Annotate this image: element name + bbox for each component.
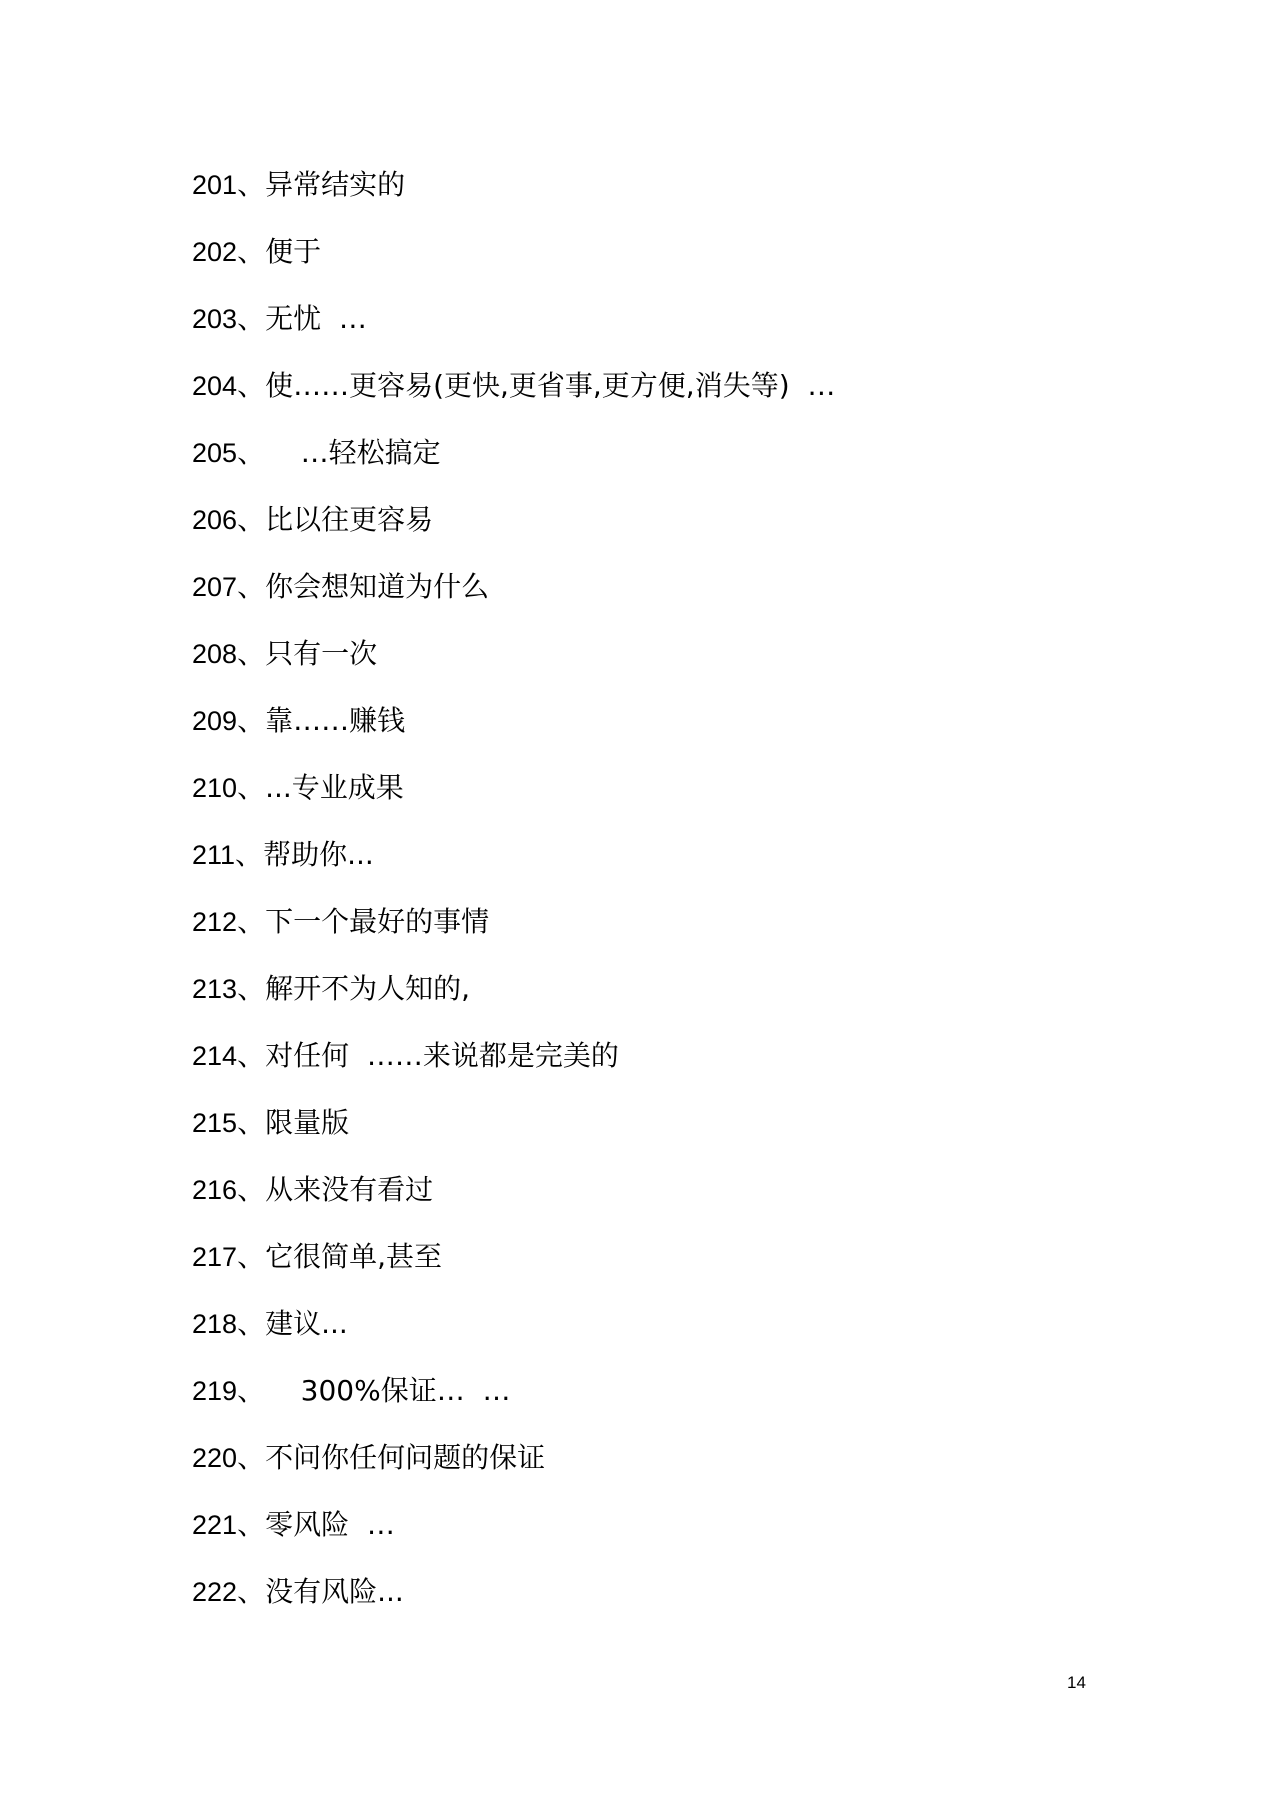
item-separator: 、: [237, 168, 266, 201]
item-number: 220: [192, 1443, 238, 1473]
item-separator: 、: [237, 570, 266, 603]
item-text: 零风险 …: [265, 1508, 395, 1541]
list-item: [192, 568, 835, 635]
item-number: 206: [192, 505, 238, 535]
list-item: [192, 1573, 835, 1640]
item-number: 217: [192, 1242, 238, 1272]
item-separator: 、: [237, 905, 266, 938]
item-text: …轻松搞定: [265, 436, 441, 469]
list-item: [192, 903, 835, 970]
item-text: 解开不为人知的,: [265, 972, 470, 1005]
list-item: [192, 702, 835, 769]
list-item: [192, 166, 835, 233]
list-item: [192, 1506, 835, 1573]
item-separator: 、: [237, 369, 266, 402]
item-number: 214: [192, 1041, 238, 1071]
item-separator: 、: [237, 1039, 266, 1072]
list-item: [192, 501, 835, 568]
item-number: 212: [192, 907, 238, 937]
list-item: [192, 1037, 835, 1104]
item-text: 便于: [265, 235, 322, 268]
item-separator: 、: [237, 503, 266, 536]
item-separator: 、: [237, 704, 266, 737]
item-separator: 、: [237, 436, 266, 469]
item-text: 从来没有看过: [265, 1173, 434, 1206]
item-text: 下一个最好的事情: [265, 905, 490, 938]
item-text: 建议...: [265, 1307, 348, 1340]
item-separator: 、: [237, 1374, 266, 1407]
list-item: [192, 1171, 835, 1238]
list-item: [192, 1238, 835, 1305]
item-separator: 、: [237, 1106, 266, 1139]
item-number: 218: [192, 1309, 238, 1339]
item-text: 使……更容易(更快,更省事,更方便,消失等) …: [265, 369, 836, 402]
list-item: [192, 836, 835, 903]
item-text: 没有风险...: [265, 1575, 404, 1608]
item-separator: 、: [237, 302, 266, 335]
list-item: [192, 970, 835, 1037]
list-item: [192, 434, 835, 501]
item-number: 215: [192, 1108, 238, 1138]
item-separator: 、: [237, 1441, 266, 1474]
item-number: 211: [192, 840, 236, 870]
item-number: 216: [192, 1175, 238, 1205]
item-separator: 、: [237, 1307, 266, 1340]
item-text: 只有一次: [265, 637, 378, 670]
list-item: [192, 1305, 835, 1372]
item-separator: 、: [237, 637, 266, 670]
item-text: 对任何 ……来说都是完美的: [265, 1039, 619, 1072]
item-number: 222: [192, 1577, 238, 1607]
list-item: [192, 1104, 835, 1171]
item-separator: 、: [237, 1508, 266, 1541]
item-number: 205: [192, 438, 238, 468]
item-number: 210: [192, 773, 238, 803]
item-number: 213: [192, 974, 238, 1004]
item-separator: 、: [237, 235, 266, 268]
item-number: 209: [192, 706, 238, 736]
item-separator: 、: [237, 1173, 266, 1206]
item-number: 221: [192, 1510, 238, 1540]
list-item: [192, 233, 835, 300]
list-item: [192, 367, 835, 434]
item-number: 203: [192, 304, 238, 334]
item-number: 202: [192, 237, 238, 267]
item-separator: 、: [235, 838, 264, 871]
item-separator: 、: [237, 1240, 266, 1273]
list-item: [192, 769, 835, 836]
list-item: [192, 300, 835, 367]
list-item: [192, 635, 835, 702]
item-text: 不问你任何问题的保证: [265, 1441, 546, 1474]
item-text: 靠……赚钱: [265, 704, 406, 737]
phrase-list: [192, 166, 835, 1640]
item-text: 你会想知道为什么: [265, 570, 490, 603]
item-number: 201: [192, 170, 238, 200]
item-text: ...专业成果: [265, 771, 404, 804]
item-text: 限量版: [265, 1106, 350, 1139]
item-text: 无忧 …: [265, 302, 367, 335]
item-text: 300%保证… …: [265, 1374, 511, 1407]
item-text: 异常结实的: [265, 168, 406, 201]
item-text: 帮助你...: [263, 838, 374, 871]
page-number: 14: [1067, 1673, 1086, 1692]
list-item: [192, 1439, 835, 1506]
list-item: [192, 1372, 835, 1439]
item-number: 207: [192, 572, 238, 602]
item-text: 它很简单,甚至: [265, 1240, 442, 1273]
item-separator: 、: [237, 972, 266, 1005]
item-number: 219: [192, 1376, 238, 1406]
item-number: 208: [192, 639, 238, 669]
item-separator: 、: [237, 771, 266, 804]
item-number: 204: [192, 371, 238, 401]
item-separator: 、: [237, 1575, 266, 1608]
item-text: 比以往更容易: [265, 503, 434, 536]
